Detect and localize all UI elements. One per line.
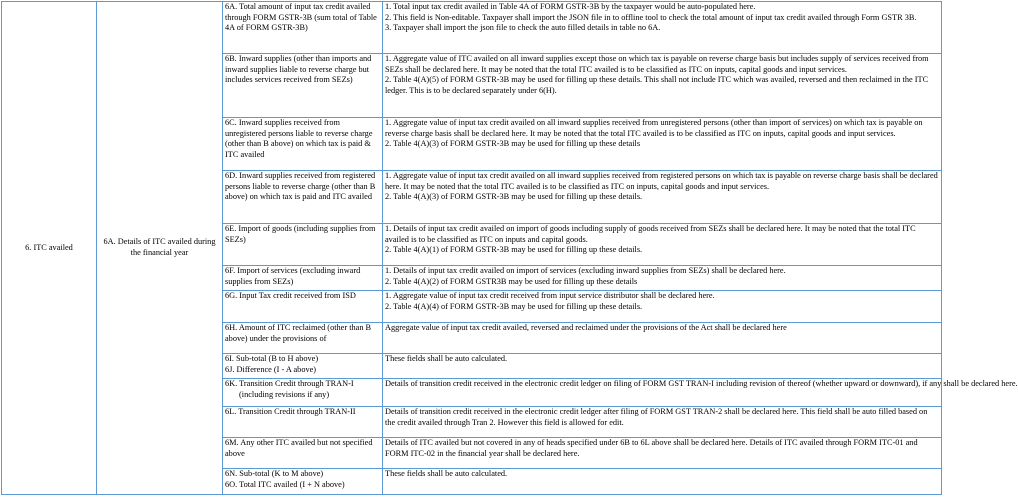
instruction-text: 2. Table 4(A)(4) of FORM GSTR-3B may be used for filling up these details.: [385, 301, 643, 311]
field-label: 6B. Inward supplies (other than imports and inward supplies liable to reverse charge but includes services received from SEZs): [225, 54, 372, 85]
instruction-text: 2. This field is Non-editable. Taxpayer shall import the JSON file in to offline tool to check the total amount of input tax credit availed through Form GSTR 3B.: [385, 12, 917, 22]
instruction-text: Details of transition credit received in the electronic credit ledger on filing of FORM GST TRAN-I including revision of thereof (whether upward or downward), if any shall be declared here.: [385, 379, 1018, 388]
instruction-text: 2. Table 4(A)(3) of FORM GSTR-3B may be used for filling up these details.: [385, 192, 643, 202]
instruction-cell: [383, 438, 942, 469]
instruction-cell: [383, 266, 942, 291]
instruction-cell: [383, 2, 942, 54]
instruction-text: 1. Total input tax credit availed in Table 4A of FORM GSTR-3B by the taxpayer would be auto-populated here.: [385, 2, 756, 11]
instruction-text: 2. Table 4(A)(5) of FORM GSTR-3B may be used for filling up these details. This shall not include ITC which was availed, reversed and then reclaimed in the ITC ledger. This is to be declared separately under 6(H).: [385, 75, 929, 95]
instruction-text: Details of ITC availed but not covered in any of heads specified under 6B to 6L above shall be declared here. Details of ITC availed through FORM ITC-01 and FORM ITC-02 in the financial year shall be declared here.: [385, 438, 918, 458]
instruction-text: 2. Table 4(A)(1) of FORM GSTR-3B may be used for filling up these details.: [385, 245, 643, 255]
field-cell: [223, 54, 383, 118]
instruction-cell: [383, 354, 942, 379]
field-cell: [223, 323, 383, 354]
gstr9-instructions-table-page: [1, 1, 1018, 499]
field-label: 6L. Transition Credit through TRAN-II: [225, 407, 356, 416]
field-label: 6F. Import of services (excluding inward supplies from SEZs): [225, 266, 361, 286]
instruction-cell: [383, 407, 942, 438]
field-label: 6O. Total ITC availed (I + N above): [225, 479, 345, 489]
itc-instructions-table: [1, 1, 1018, 495]
instruction-text: 2. Table 4(A)(2) of FORM GSTR3B may be used for filling up these details: [385, 276, 638, 286]
field-label: 6D. Inward supplies received from registered persons liable to reverse charge (other than B above) on which tax is paid and ITC availed: [225, 171, 376, 202]
instruction-text: 1. Aggregate value of input tax credit received from input service distributor shall be declared here.: [385, 291, 715, 300]
field-cell: [223, 354, 383, 379]
instruction-cell: [383, 323, 942, 354]
field-label: 6C. Inward supplies received from unregistered persons liable to reverse charge (other than B above) on which tax is paid & ITC availed: [225, 118, 373, 159]
subsection-name-cell: [97, 2, 223, 495]
field-cell: [223, 379, 383, 407]
instruction-text: 1. Details of input tax credit availed on import of services (excluding inward supplies from SEZs) shall be declared here.: [385, 266, 786, 275]
table-row: [2, 2, 942, 54]
field-cell: [223, 438, 383, 469]
instruction-cell: [383, 54, 942, 118]
field-label: 6G. Input Tax credit received from ISD: [225, 291, 356, 300]
instruction-text: 1. Aggregate value of input tax credit availed on all inward supplies received from registered persons on which tax is payable on reverse charge basis shall be declared here. It may be noted that the total ITC availed is to be classified as ITC on inputs, capital goods and input services.: [385, 171, 938, 191]
field-label: 6A. Total amount of input tax credit availed through FORM GSTR-3B (sum total of Table 4A of FORM GSTR-3B): [225, 2, 377, 33]
field-label: 6I. Sub-total (B to H above): [225, 354, 319, 363]
field-cell: [223, 224, 383, 266]
instruction-text: Aggregate value of input tax credit availed, reversed and reclaimed under the provisions of the Act shall be declared here: [385, 323, 787, 332]
section-name: 6. ITC availed: [25, 242, 73, 252]
instruction-text: 3. Taxpayer shall import the json file to check the auto filled details in table no 6A.: [385, 23, 661, 33]
instruction-text: 1. Aggregate value of ITC availed on all inward supplies except those on which tax is payable on reverse charge basis but includes supply of services received from SEZs shall be declared here. It may be noted that the total ITC availed is to be classified as ITC on inputs, capital goods and input services.: [385, 54, 929, 74]
subsection-name: 6A. Details of ITC availed during the financial year: [103, 237, 216, 257]
instruction-cell: [383, 291, 942, 323]
instruction-cell: [383, 469, 942, 495]
section-name-cell: [2, 2, 97, 495]
instruction-text: These fields shall be auto calculated.: [385, 354, 508, 363]
field-label: 6K. Transition Credit through TRAN-I: [225, 379, 354, 388]
field-cell: [223, 469, 383, 495]
field-label: 6E. Import of goods (including supplies from SEZs): [225, 224, 376, 244]
instruction-text: 1. Details of input tax credit availed on import of goods including supply of goods received from SEZs shall be declared here. It may be noted that the total ITC availed is to be classified as ITC on inputs and capital goods.: [385, 224, 916, 244]
instruction-cell: [383, 118, 942, 171]
field-label: 6H. Amount of ITC reclaimed (other than B above) under the provisions of: [225, 323, 372, 343]
field-cell: [223, 118, 383, 171]
field-label: 6N. Sub-total (K to M above): [225, 469, 324, 478]
field-cell: [223, 2, 383, 54]
field-cell: [223, 407, 383, 438]
field-cell: [223, 291, 383, 323]
field-cell: [223, 266, 383, 291]
instruction-text: 1. Aggregate value of input tax credit availed on all inward supplies received from unregistered persons (other than import of services) on which tax is payable on reverse charge basis shall be declared here. It may be noted that the total ITC availed is to be classified as ITC on inputs, capital goods and input services.: [385, 118, 923, 138]
instruction-cell: [383, 171, 942, 224]
instruction-text: These fields shall be auto calculated.: [385, 469, 508, 478]
instruction-cell: [383, 379, 1018, 407]
field-label: 6M. Any other ITC availed but not specified above: [225, 438, 373, 458]
field-cell: [223, 171, 383, 224]
instruction-text: 2. Table 4(A)(3) of FORM GSTR-3B may be used for filling up these details: [385, 139, 641, 149]
instruction-text: Details of transition credit received in the electronic credit ledger after filing of FORM GST TRAN-2 shall be declared here. This field shall be auto filled based on the credit availed through Tran 2. However this field is allowed for edit.: [385, 407, 928, 427]
field-label: (including revisions if any): [239, 389, 330, 399]
instruction-cell: [383, 224, 942, 266]
field-label: 6J. Difference (I - A above): [225, 364, 317, 374]
